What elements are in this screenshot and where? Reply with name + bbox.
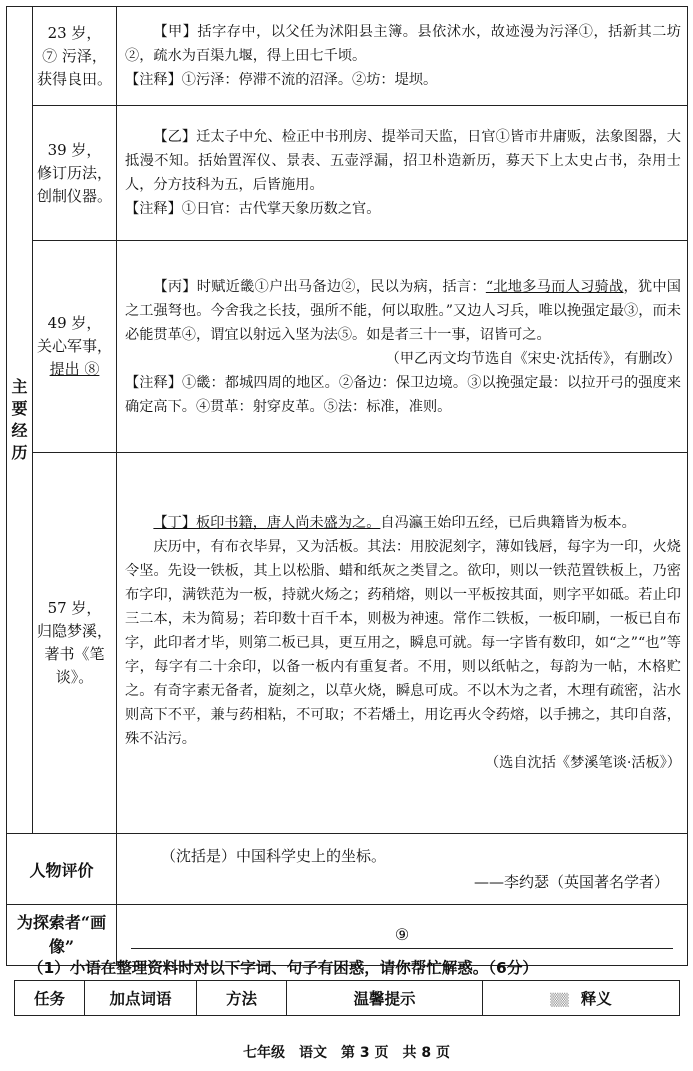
note: 【注释】①污泽：停滞不流的沼泽。②坊：堤坝。 [125, 72, 438, 88]
blank-8[interactable]: 提出 ⑧ [49, 360, 100, 378]
age-cell: 49 岁， 关心军事， 提出 ⑧ [33, 241, 117, 453]
passage-bing: 【丙】时赋近畿①户出马备边②，民以为病，括言：“北地多马而人习骑战，犹中国之工强弩也。今舍我之长技，强所不能，何以取胜。”又边人习兵，唯以挽强定最③，而未必能贯革④，谓宜以射远入坚为法⑤。如是者三十一事，诏皆可之。 （甲乙丙文均节选自《宋史·沈括传》，有删改） 【注释】①畿：都城四周的地区。②备边：保卫边境。③以挽强定最：以拉开弓的强度来确定高下。④贯革：射穿皮革。⑤法：标准，准则。 [117, 241, 688, 453]
header-tip: 温馨提示 [287, 981, 483, 1016]
blank-9[interactable]: ⑨ [131, 922, 673, 949]
page-footer: 七年级 语文 第 3 页 共 8 页 [243, 1045, 450, 1061]
note: 【注释】①日官：古代掌天象历数之官。 [125, 201, 381, 217]
evaluation-cell [117, 834, 688, 905]
evaluation-label: 人物评价 [7, 834, 117, 905]
row-age-39 [7, 106, 688, 241]
passage-jia: 【甲】括字存中，以父任为沭阳县主簿。县依沭水，故迹漫为污泽①，括新其二坊②，疏水为百渠九堰，得上田七千顷。 【注释】①污泽：停滞不流的沼泽。②坊：堤坝。 [117, 7, 688, 106]
underlined-sentence: “北地多马而人习骑战 [485, 278, 624, 295]
row-age-23 [7, 7, 688, 106]
underlined-sentence: 【丁】板印书籍，唐人尚未盛为之。 [153, 515, 381, 531]
age-cell: 23 岁， ⑦ 污泽， 获得良田。 [33, 7, 117, 106]
main-experience-label: 主 要 经 历 [7, 7, 33, 834]
age-cell: 39 岁， 修订历法， 创制仪器。 [33, 106, 117, 241]
note: 【注释】①畿：都城四周的地区。②备边：保卫边境。③以挽强定最：以拉开弓的强度来确定高下。④贯革：射穿皮革。⑤法：标准，准则。 [125, 374, 681, 415]
header-task: 任务 [15, 981, 85, 1016]
row-age-49 [7, 241, 688, 453]
blank-7[interactable]: ⑦ 污泽， [42, 46, 107, 65]
smudge-mark: ▒▒ [550, 993, 581, 1007]
biography-table [6, 6, 688, 966]
task-table [14, 980, 680, 1016]
row-evaluation [7, 834, 688, 905]
header-meaning: ▒▒ 释义 [483, 981, 680, 1016]
portrait-label: 为探索者“画 像” [7, 905, 117, 966]
passage-ding: 【丁】板印书籍，唐人尚未盛为之。自冯瀛王始印五经，已后典籍皆为板本。 庆历中，有布衣毕昇，又为活板。其法：用胶泥刻字，薄如钱唇，每字为一印，火烧令坚。先设一铁板，其上以松脂、蜡和纸灰之类冒之。欲印，则以一铁范置铁板上，乃密布字印，满铁范为一板，持就火炀之；药稍熔，则以一平板按其面，则字平如砥。若止印三二本，未为简易；若印数十百千本，则极为神速。常作二铁板，一板印刷，一板已自布字，此印者才毕，则第二板已具，更互用之，瞬息可就。每一字皆有数印，如“之”“也”等字，每字有二十余印，以备一板内有重复者。不用，则以纸帖之，每韵为一帖，木格贮之。有奇字素无备者，旋刻之，以草火烧，瞬息可成。不以木为之者，木理有疏密，沾水则高下不平，兼与药相粘，不可取；不若燔土，用讫再火令药熔，以手拂之，其印自落，殊不沾污。 （选自沈括《梦溪笔谈·活板》） [117, 453, 688, 834]
header-dotted-word: 加点词语 [85, 981, 197, 1016]
age-cell: 57 岁， 归隐梦溪， 著书《笔 谈》。 [33, 453, 117, 834]
source-note: （甲乙丙文均节选自《宋史·沈括传》，有删改） [385, 350, 681, 367]
row-age-57 [7, 453, 688, 834]
evaluation-author: ——李约瑟（英国著名学者） [473, 873, 669, 891]
header-method: 方法 [197, 981, 287, 1016]
source-note: （选自沈括《梦溪笔谈·活板》） [484, 755, 681, 771]
passage-yi: 【乙】迁太子中允、检正中书刑房、提举司天监，日官①皆市井庸贩，法象图器，大抵漫不知。括始置浑仪、景表、五壶浮漏，招卫朴造新历，募天下上太史占书，杂用士人，分方技科为五，后皆施用。 【注释】①日官：古代掌天象历数之官。 [117, 106, 688, 241]
task-header-row [15, 981, 680, 1016]
question-1: （1）小语在整理资料时对以下字词、句子有困惑，请你帮忙解惑。（6分） [28, 959, 538, 977]
evaluation-quote: （沈括是）中国科学史上的坐标。 [161, 847, 387, 865]
